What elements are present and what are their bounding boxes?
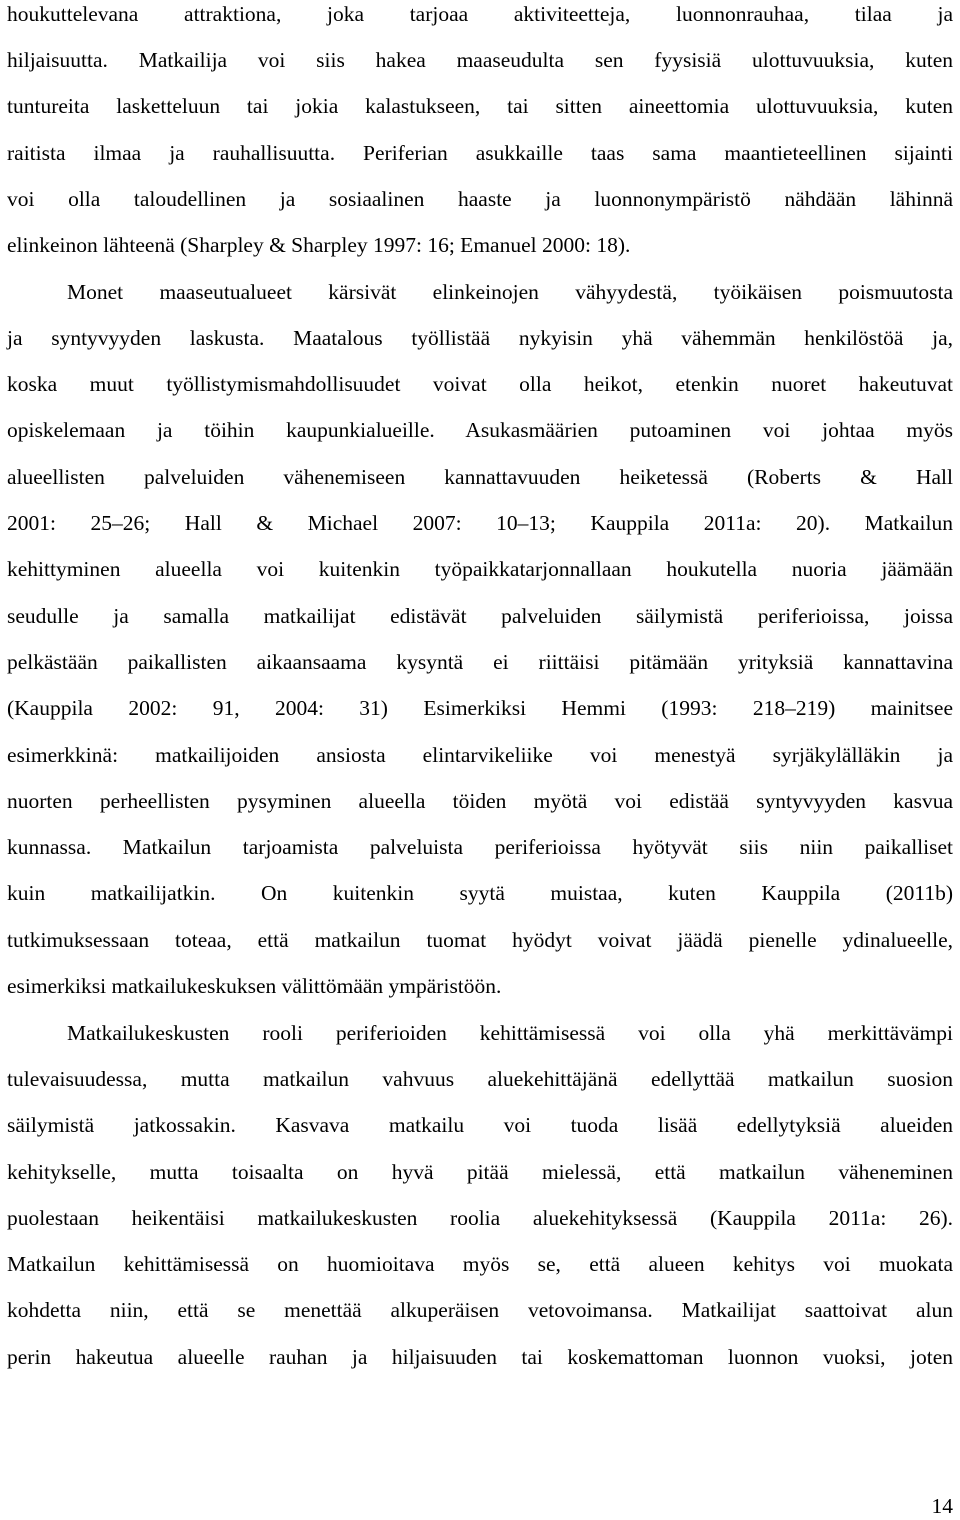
text-line: seudulle ja samalla matkailijat edistävät palveluiden säilymistä periferioissa, joissa xyxy=(7,604,953,628)
text-line: houkuttelevana attraktiona, joka tarjoaa aktiviteetteja, luonnonrauhaa, tilaa ja xyxy=(7,2,953,26)
paragraph-first-line: Matkailukeskusten rooli periferioiden kehittämisessä voi olla yhä merkittävämpi xyxy=(67,1021,953,1045)
text-line: kunnassa. Matkailun tarjoamista palveluista periferioissa hyötyvät siis niin paikalliset xyxy=(7,835,953,859)
text-line: koska muut työllistymismahdollisuudet voivat olla heikot, etenkin nuoret hakeutuvat xyxy=(7,372,953,396)
text-line: tulevaisuudessa, mutta matkailun vahvuus aluekehittäjänä edellyttää matkailun suosion xyxy=(7,1067,953,1091)
text-line: esimerkkinä: matkailijoiden ansiosta elintarvikeliike voi menestyä syrjäkylälläkin ja xyxy=(7,743,953,767)
text-line: puolestaan heikentäisi matkailukeskusten roolia aluekehityksessä (Kauppila 2011a: 26). xyxy=(7,1206,953,1230)
text-line: (Kauppila 2002: 91, 2004: 31) Esimerkiksi Hemmi (1993: 218–219) mainitsee xyxy=(7,696,953,720)
text-line: opiskelemaan ja töihin kaupunkialueille. Asukasmäärien putoaminen voi johtaa myös xyxy=(7,418,953,442)
text-line: säilymistä jatkossakin. Kasvava matkailu voi tuoda lisää edellytyksiä alueiden xyxy=(7,1113,953,1137)
text-line: Matkailun kehittämisessä on huomioitava myös se, että alueen kehitys voi muokata xyxy=(7,1252,953,1276)
text-line: kohdetta niin, että se menettää alkuperäisen vetovoimansa. Matkailijat saattoivat alun xyxy=(7,1298,953,1322)
text-line: tuntureita lasketteluun tai jokia kalastukseen, tai sitten aineettomia ulottuvuuksia, kuten xyxy=(7,94,953,118)
text-line: kehittyminen alueella voi kuitenkin työpaikkatarjonnallaan houkutella nuoria jäämään xyxy=(7,557,953,581)
text-line: alueellisten palveluiden vähenemiseen kannattavuuden heiketessä (Roberts & Hall xyxy=(7,465,953,489)
text-line: ja syntyvyyden laskusta. Maatalous työllistää nykyisin yhä vähemmän henkilöstöä ja, xyxy=(7,326,953,350)
text-line: voi olla taloudellinen ja sosiaalinen haaste ja luonnonympäristö nähdään lähinnä xyxy=(7,187,953,211)
text-line: 2001: 25–26; Hall & Michael 2007: 10–13; Kauppila 2011a: 20). Matkailun xyxy=(7,511,953,535)
text-line: kuin matkailijatkin. On kuitenkin syytä muistaa, kuten Kauppila (2011b) xyxy=(7,881,953,905)
page-number: 14 xyxy=(931,1494,953,1518)
paragraph-first-line: Monet maaseutualueet kärsivät elinkeinojen vähyydestä, työikäisen poismuutosta xyxy=(67,280,953,304)
text-line: kehitykselle, mutta toisaalta on hyvä pitää mielessä, että matkailun väheneminen xyxy=(7,1160,953,1184)
text-line: perin hakeutua alueelle rauhan ja hiljaisuuden tai koskemattoman luonnon vuoksi, joten xyxy=(7,1345,953,1369)
text-line: tutkimuksessaan toteaa, että matkailun tuomat hyödyt voivat jäädä pienelle ydinalueelle, xyxy=(7,928,953,952)
text-line: raitista ilmaa ja rauhallisuutta. Periferian asukkaille taas sama maantieteellinen sijainti xyxy=(7,141,953,165)
text-line: esimerkiksi matkailukeskuksen välittömään ympäristöön. xyxy=(7,974,502,998)
text-line: hiljaisuutta. Matkailija voi siis hakea maaseudulta sen fyysisiä ulottuvuuksia, kuten xyxy=(7,48,953,72)
text-line: nuorten perheellisten pysyminen alueella töiden myötä voi edistää syntyvyyden kasvua xyxy=(7,789,953,813)
text-line: pelkästään paikallisten aikaansaama kysyntä ei riittäisi pitämään yrityksiä kannattavina xyxy=(7,650,953,674)
text-line: elinkeinon lähteenä (Sharpley & Sharpley 1997: 16; Emanuel 2000: 18). xyxy=(7,233,631,257)
